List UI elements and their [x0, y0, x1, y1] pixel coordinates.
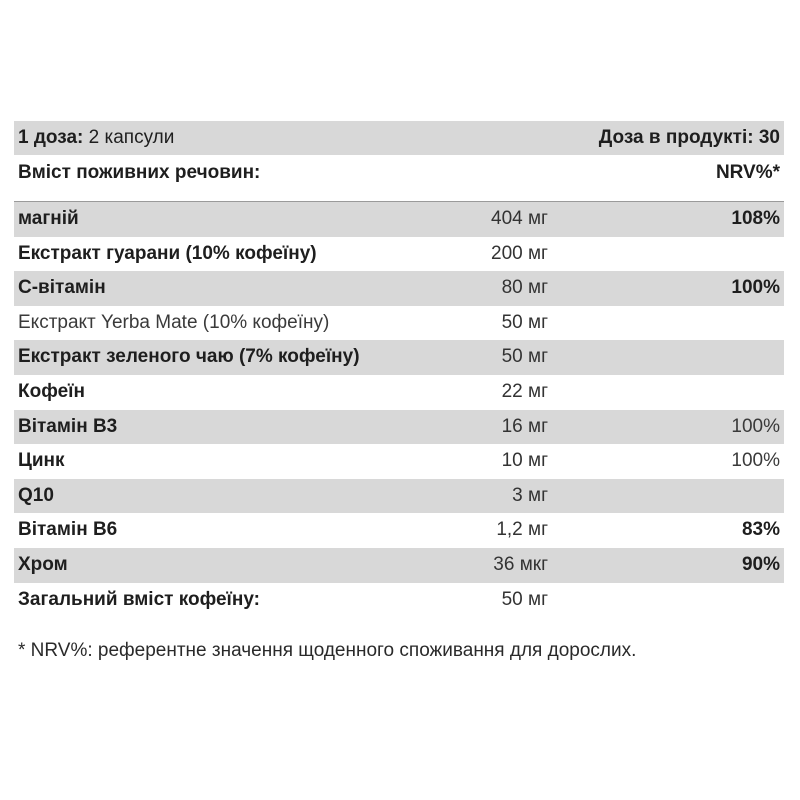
nutrient-name: Екстракт зеленого чаю (7% кофеїну): [18, 346, 360, 368]
nutrient-amount: 50 мг: [501, 346, 548, 368]
table-row: [14, 548, 784, 583]
nutrient-name: Хром: [18, 553, 68, 575]
nutrient-nrv: 108%: [731, 208, 780, 229]
dose-value: 2 капсули: [83, 127, 175, 148]
nutrient-amount: 200 мг: [491, 242, 548, 264]
nutrient-nrv: 100%: [731, 415, 780, 437]
nutrients-header-row: [14, 155, 784, 191]
nutrient-name: Екстракт гуарани (10% кофеїну): [18, 242, 317, 264]
nutrient-name: Кофеїн: [18, 380, 85, 402]
dose-info: [18, 121, 174, 155]
nutrient-rows: [14, 202, 784, 617]
nutrition-table: [14, 121, 784, 617]
nutrient-nrv: 100%: [731, 277, 780, 299]
nutrient-name: С-вітамін: [18, 277, 106, 299]
table-row: [14, 375, 784, 410]
nutrient-amount: 1,2 мг: [496, 519, 548, 541]
nutrient-amount: 16 мг: [501, 415, 548, 437]
table-row: [14, 479, 784, 514]
table-row: [14, 202, 784, 237]
table-row: [14, 340, 784, 375]
nutrient-amount: 50 мг: [501, 311, 548, 333]
nutrients-heading: Вміст поживних речовин:: [18, 162, 261, 183]
nutrient-name: Вітамін В3: [18, 415, 118, 437]
table-row: [14, 271, 784, 306]
dose-label: 1 доза:: [18, 127, 84, 148]
servings-value: 30: [753, 127, 780, 148]
servings-info: [599, 121, 780, 155]
header-divider: [14, 191, 784, 202]
nutrient-name: Загальний вміст кофеїну:: [18, 588, 260, 610]
servings-label: Доза в продукті:: [598, 127, 754, 148]
nrv-footnote: * NRV%: референтне значення щоденного споживання для дорослих.: [18, 640, 637, 661]
nutrient-amount: 404 мг: [491, 208, 548, 229]
table-row: [14, 237, 784, 272]
table-row: [14, 583, 784, 618]
nutrient-name: Екстракт Yerba Mate (10% кофеїну): [18, 311, 330, 333]
nutrient-nrv: 83%: [741, 519, 780, 541]
nutrient-nrv: 100%: [731, 450, 780, 472]
table-row: [14, 306, 784, 341]
dose-header-row: [14, 121, 784, 155]
table-row: [14, 513, 784, 548]
nrv-heading: NRV%*: [715, 162, 780, 183]
nutrient-name: магній: [18, 208, 79, 229]
table-row: [14, 444, 784, 479]
nutrient-amount: 36 мкг: [493, 553, 548, 575]
nutrient-amount: 3 мг: [512, 484, 548, 506]
nutrient-nrv: 90%: [741, 553, 780, 575]
nutrient-name: Вітамін В6: [18, 519, 118, 541]
nutrient-amount: 50 мг: [501, 588, 548, 610]
table-row: [14, 410, 784, 445]
nutrient-name: Q10: [18, 484, 54, 506]
nutrient-amount: 22 мг: [501, 380, 548, 402]
nutrient-amount: 10 мг: [501, 450, 548, 472]
nutrient-amount: 80 мг: [501, 277, 548, 299]
nutrient-name: Цинк: [18, 450, 65, 472]
